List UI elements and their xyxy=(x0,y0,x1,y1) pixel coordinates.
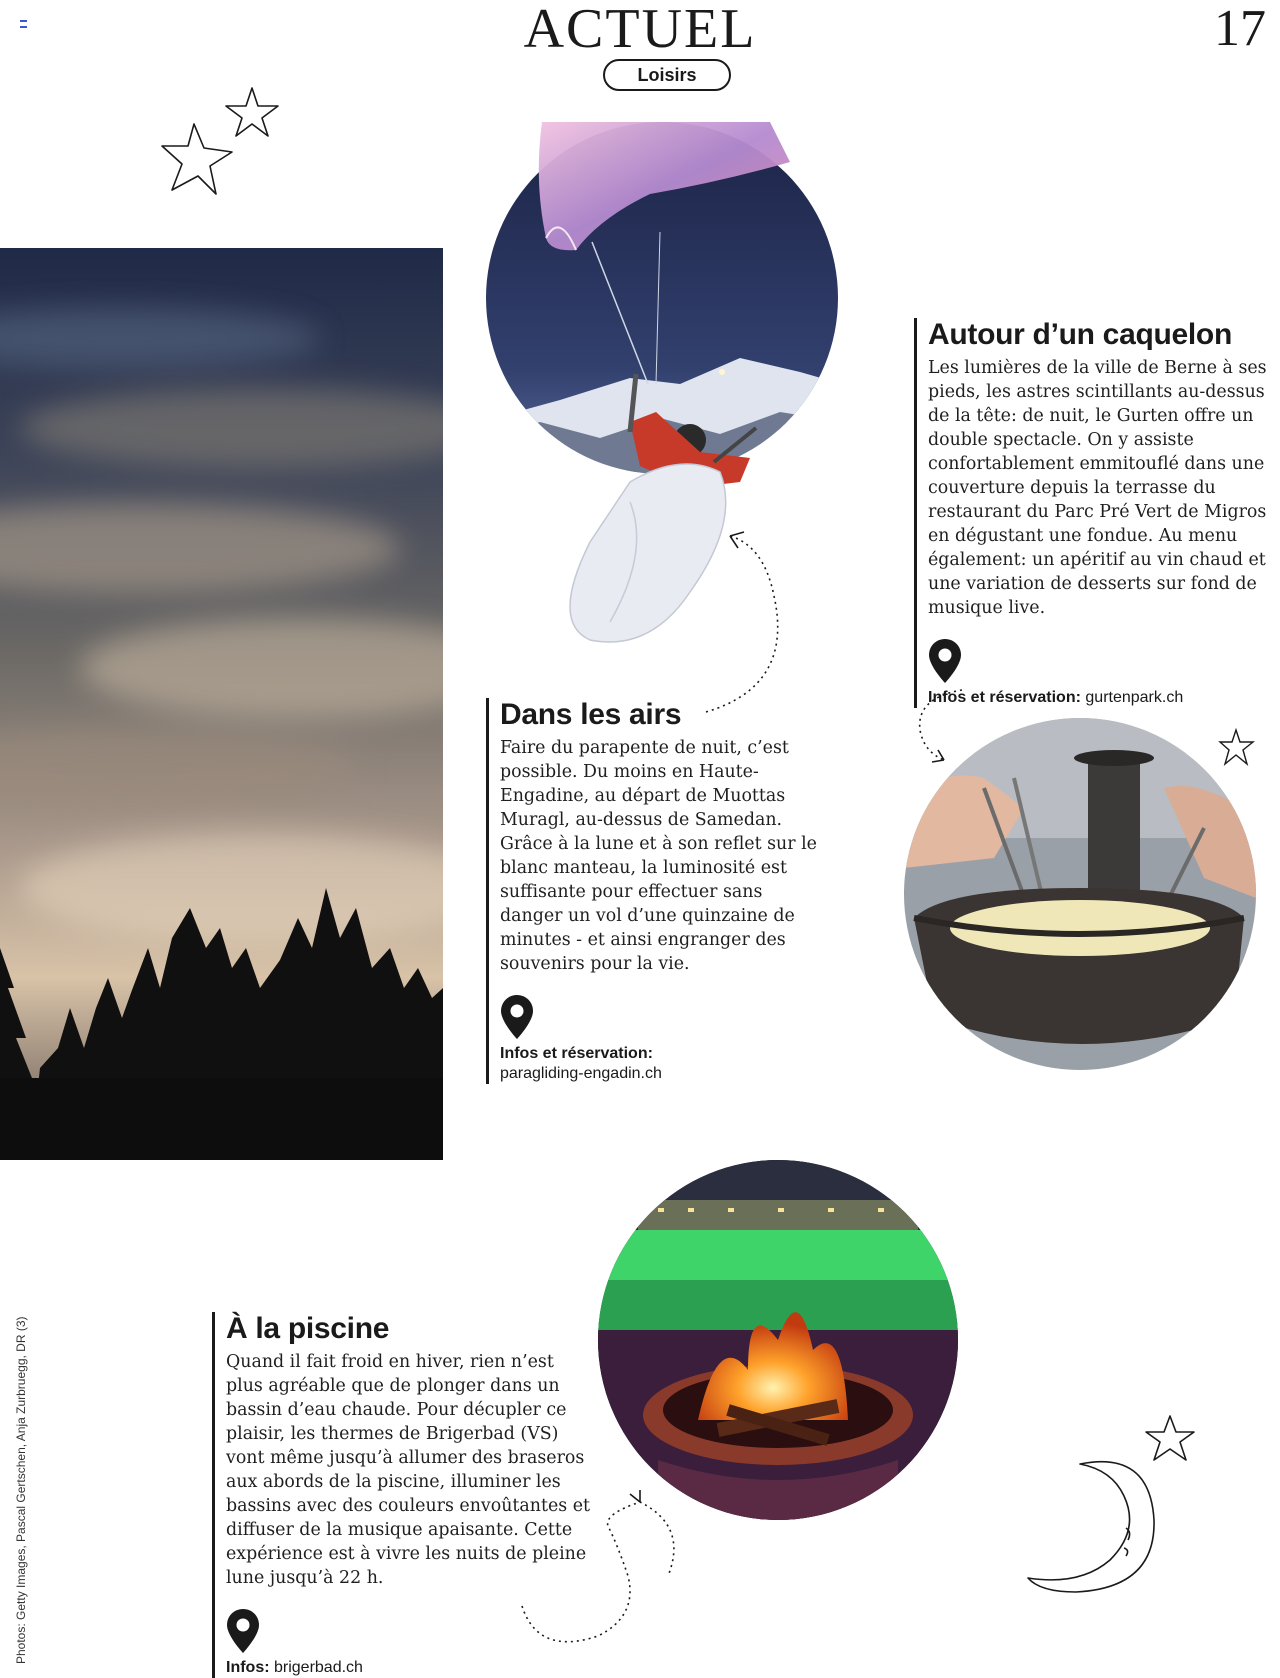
night-sky-photo xyxy=(0,248,443,1160)
stars-doodle xyxy=(160,84,290,204)
article-caquelon xyxy=(914,318,1280,708)
info-link[interactable]: brigerbad.ch xyxy=(274,1659,363,1676)
map-pin-icon xyxy=(500,994,534,1040)
article-title: Autour d’un caquelon xyxy=(928,318,1232,351)
moon-doodle xyxy=(1020,1410,1210,1610)
article-piscine xyxy=(212,1312,596,1678)
info-label: Infos et réservation: xyxy=(928,689,1081,706)
fondue-photo xyxy=(904,718,1256,1070)
photo-credits: Photos: Getty Images, Pascal Gertschen, Anja Zurbruegg, DR (3) xyxy=(14,1316,28,1664)
star-icon xyxy=(226,88,278,136)
article-dans-les-airs xyxy=(486,698,818,1084)
brasero-pool-photo xyxy=(598,1160,958,1520)
info-link[interactable]: paragliding-engadin.ch xyxy=(500,1065,662,1082)
article-body: Quand il fait froid en hiver, rien n’est plus agréable que de plonger dans un bassin d’eau chaude. Pour décupler ce plaisir, les thermes de Brigerbad (VS) vont même jusqu’à allumer des braseros aux abords de la piscine, illuminer les bassins avec des couleurs envoûtantes et diffuser de la musique apaisante. Cette expérience est à vivre les nuits de pleine lune jusqu’à 22 h. xyxy=(226,1352,590,1588)
star-icon xyxy=(1218,728,1256,768)
info-link[interactable]: gurtenpark.ch xyxy=(1085,689,1184,706)
star-icon xyxy=(162,124,232,194)
dotted-arrow xyxy=(704,526,804,716)
info-line xyxy=(226,1658,596,1678)
article-body: Les lumières de la ville de Berne à ses pieds, les astres scintillants au-dessus de la tête: de nuit, le Gurten offre un double spectacle. On y assiste confortablement emmitouflé dans une couverture depuis la terrasse du restaurant du Parc Pré Vert de Migros en dégustant une fondue. Au menu également: un apéritif au vin chaud et une variation de desserts sur fond de musique live. xyxy=(928,358,1267,618)
article-title: Dans les airs xyxy=(500,698,682,731)
masthead: ACTUEL xyxy=(523,0,757,60)
map-pin-icon xyxy=(928,638,962,684)
article-body: Faire du parapente de nuit, c’est possible. Du moins en Haute-Engadine, au départ de Muottas Muragl, au-dessus de Samedan. Grâce à la lune et à son reflet sur le blanc manteau, la luminosité est suffisante pour effectuer sans danger un vol d’une quinzaine de minutes - et ainsi engranger des souvenirs pour la vie. xyxy=(500,738,817,974)
info-line xyxy=(500,1044,818,1084)
info-label: Infos et réservation: xyxy=(500,1045,653,1062)
article-title: À la piscine xyxy=(226,1312,390,1345)
info-label: Infos: xyxy=(226,1659,270,1676)
page-number: 17 xyxy=(1214,0,1266,57)
star-icon xyxy=(1146,1416,1194,1460)
crescent-moon-icon xyxy=(1028,1462,1154,1592)
map-pin-icon xyxy=(226,1608,260,1654)
rubric-badge: Loisirs xyxy=(603,59,731,91)
